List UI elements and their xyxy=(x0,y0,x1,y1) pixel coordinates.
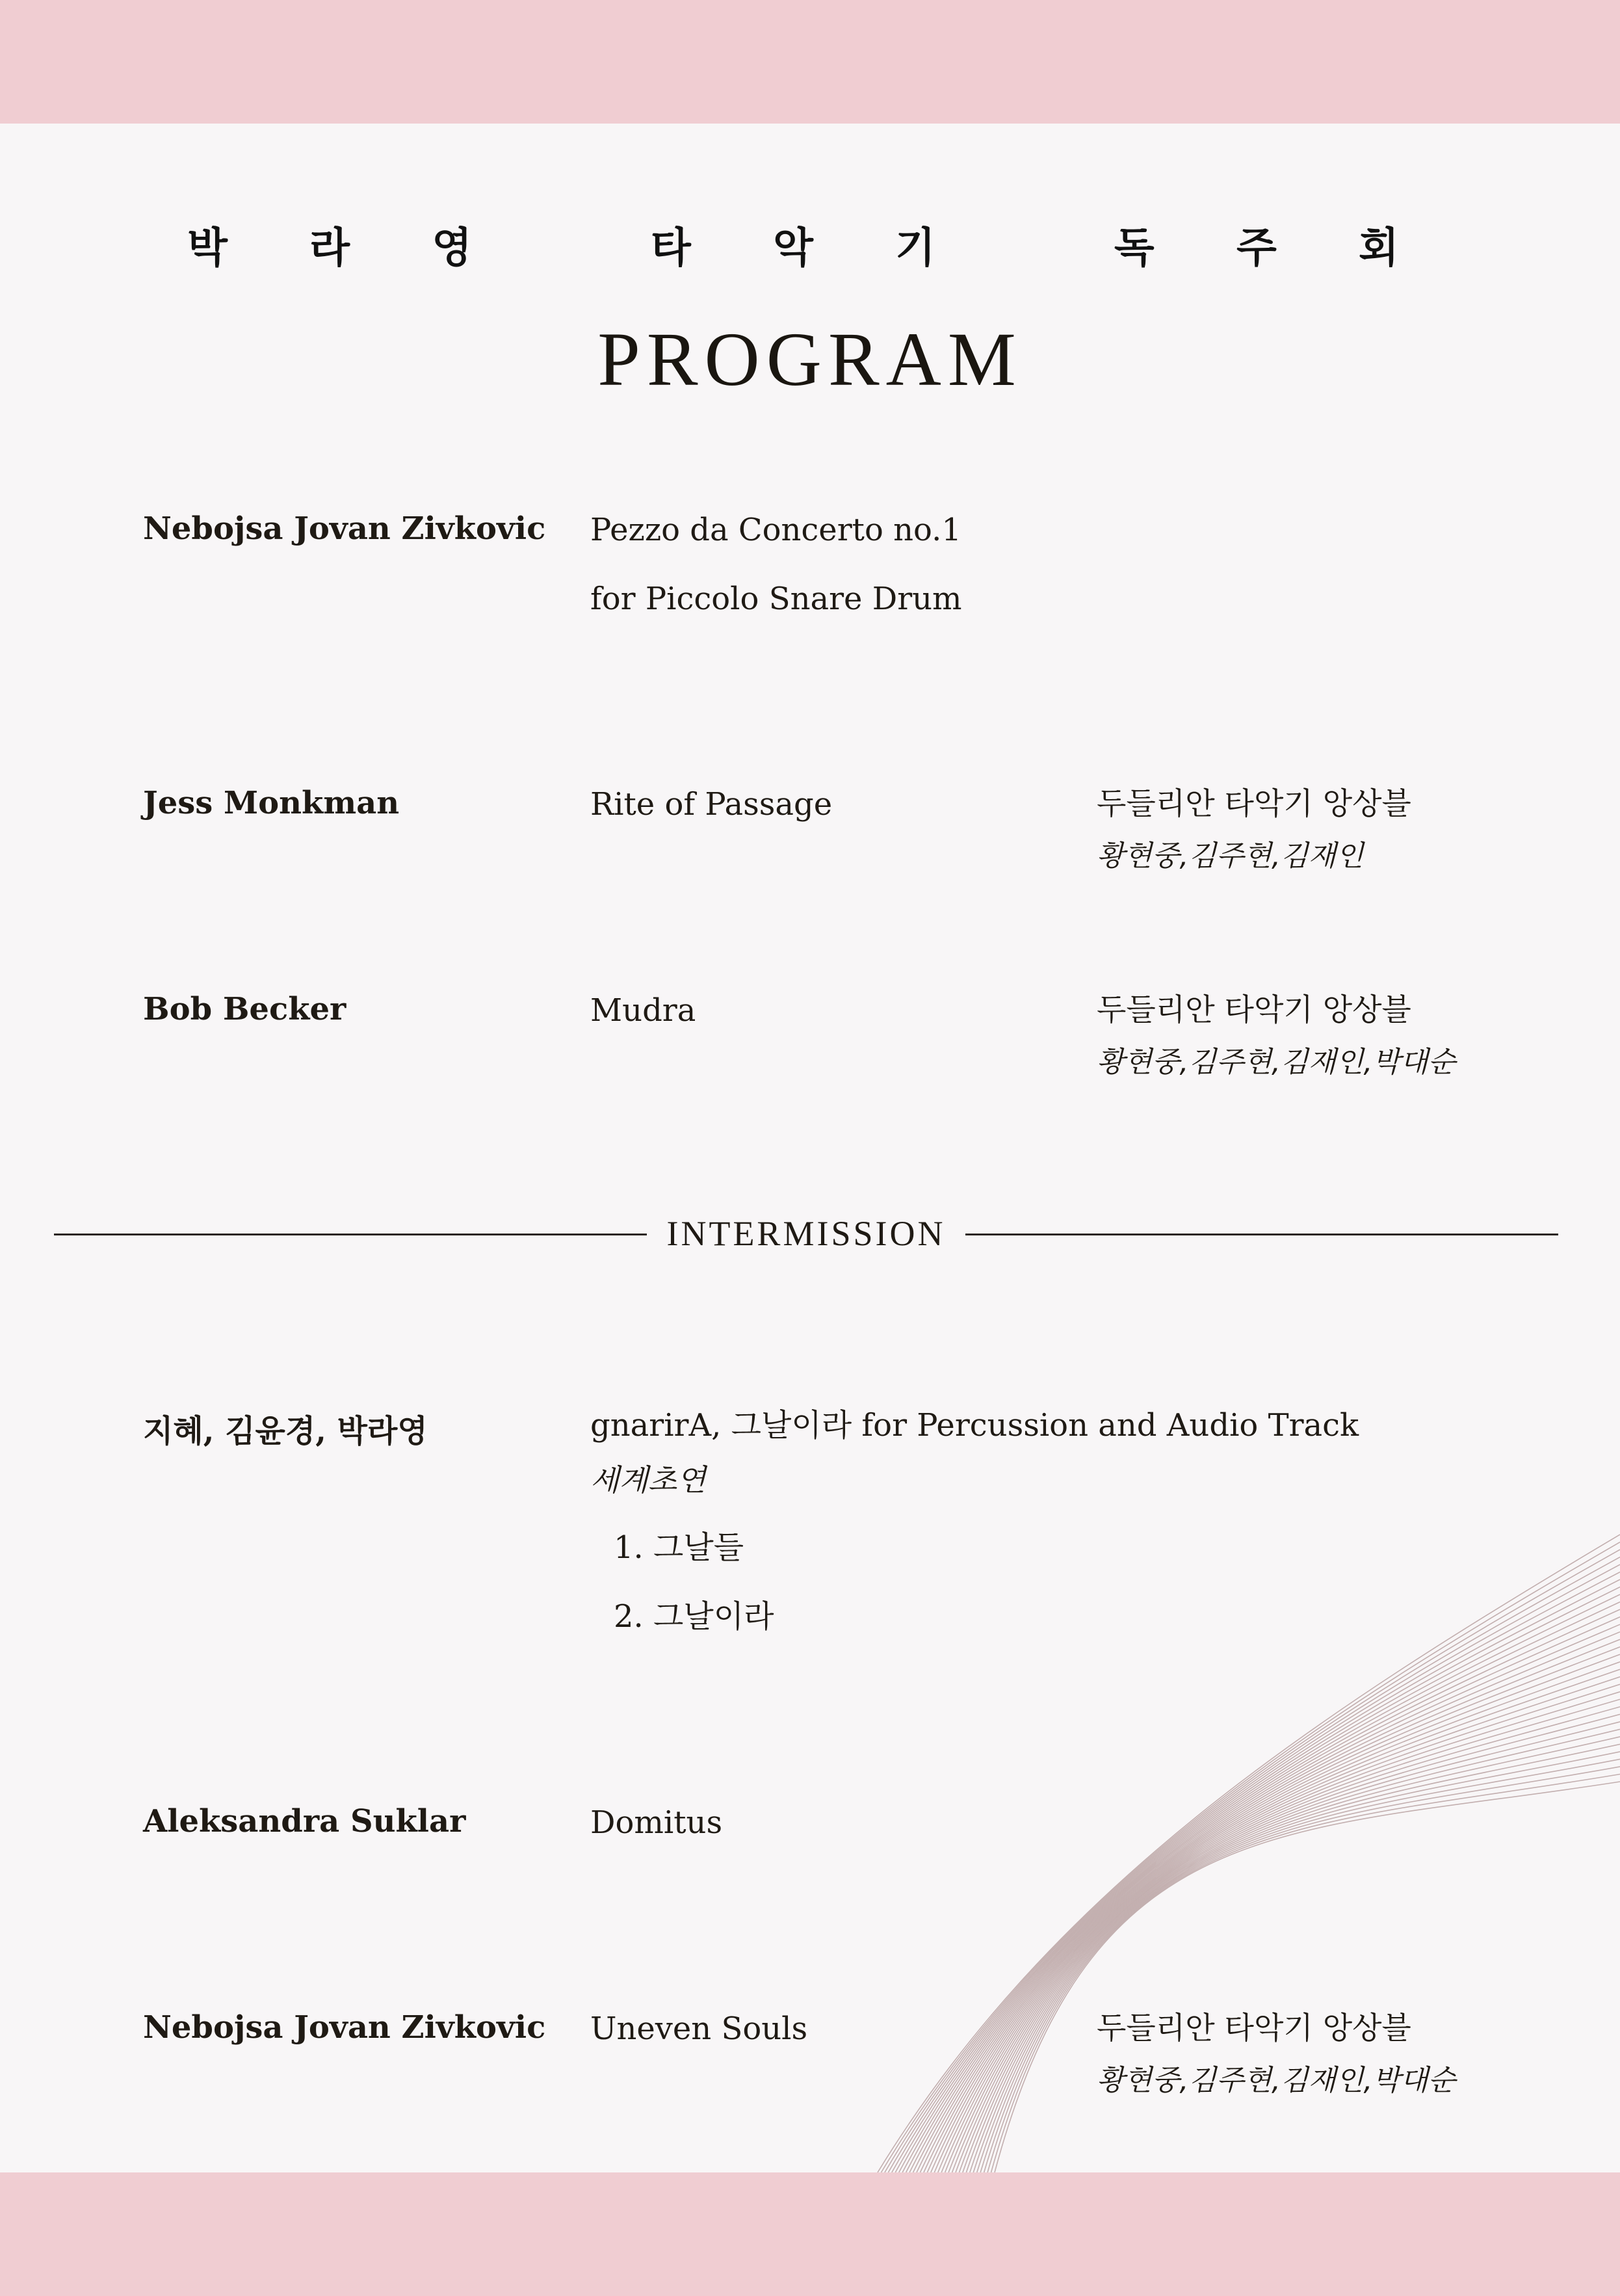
work-title-line: for Piccolo Snare Drum xyxy=(590,581,962,617)
work-title-line: Mudra xyxy=(590,992,696,1029)
ensemble-name: 두들리안 타악기 앙상블 xyxy=(1097,992,1411,1028)
performers xyxy=(1097,991,1604,1082)
bottom-band xyxy=(0,2172,1620,2296)
composer-name: Jess Monkman xyxy=(143,785,400,821)
recital-subtitle: 박 라 영 타 악 기 독 주 회 xyxy=(187,224,1433,272)
work-title-line: Pezzo da Concerto no.1 xyxy=(590,512,961,548)
work-title-line: Rite of Passage xyxy=(590,786,833,823)
program-title: PROGRAM xyxy=(597,317,1023,402)
composer-name: Bob Becker xyxy=(143,991,346,1027)
movement-item: 2. 그날이라 xyxy=(614,1598,774,1635)
composer-name: 지혜, 김윤경, 박라영 xyxy=(143,1413,428,1449)
composer-name: Aleksandra Suklar xyxy=(143,1803,466,1840)
composer-name: Nebojsa Jovan Zivkovic xyxy=(143,510,546,547)
divider-line-right xyxy=(965,1234,1558,1235)
divider-line-left xyxy=(54,1234,647,1235)
performers xyxy=(1097,2009,1604,2100)
intermission-divider xyxy=(0,1211,1620,1256)
ensemble-members: 황현중,김주현,김재인,박대순 xyxy=(1097,2064,1456,2097)
work-title-line: Uneven Souls xyxy=(590,2011,808,2047)
work-title-line: Domitus xyxy=(590,1804,723,1841)
ensemble-name: 두들리안 타악기 앙상블 xyxy=(1097,2011,1411,2046)
work-title xyxy=(590,510,1403,648)
ensemble-members: 황현중,김주현,김재인,박대순 xyxy=(1097,1046,1456,1079)
intermission-label: INTERMISSION xyxy=(666,1214,946,1253)
work-title-line: gnarirA, 그날이라 for Percussion and Audio Track xyxy=(590,1407,1359,1444)
composer-name: Nebojsa Jovan Zivkovic xyxy=(143,2009,546,2046)
ensemble-members: 황현중,김주현,김재인 xyxy=(1097,839,1364,873)
performers xyxy=(1097,785,1604,876)
work-title xyxy=(590,1803,1403,1872)
wave-line xyxy=(956,1699,1620,2172)
premiere-note: 세계초연 xyxy=(590,1462,706,1498)
movement-item: 1. 그날들 xyxy=(614,1529,744,1566)
work-title xyxy=(590,1406,1403,1666)
ensemble-name: 두들리안 타악기 앙상블 xyxy=(1097,786,1411,822)
wave-line xyxy=(952,1692,1620,2172)
top-band xyxy=(0,0,1620,124)
